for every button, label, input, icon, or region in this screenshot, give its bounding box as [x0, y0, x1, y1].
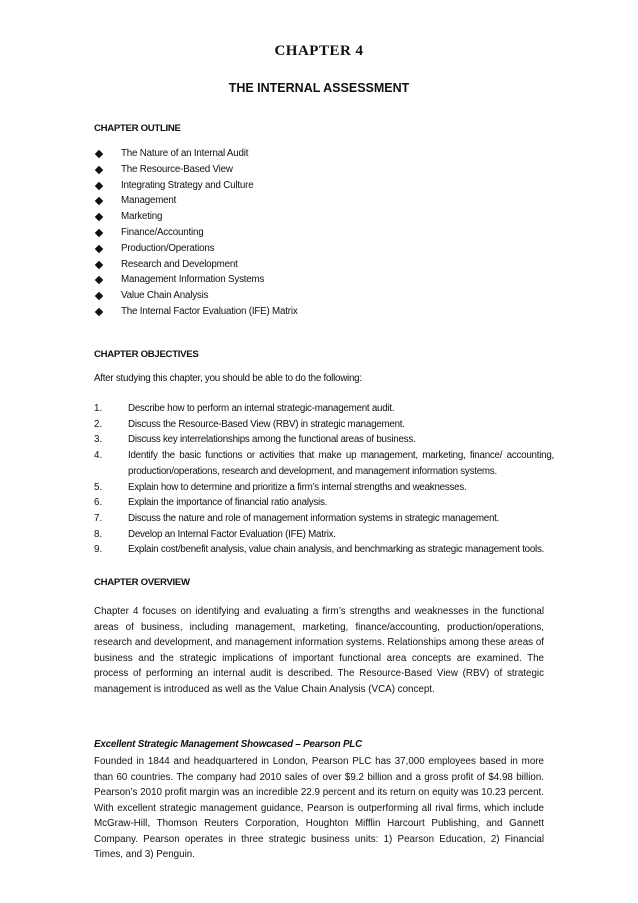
objective-item: [94, 495, 554, 511]
outline-item: [94, 178, 554, 194]
diamond-bullet-icon: [95, 292, 103, 300]
diamond-bullet-icon: [95, 308, 103, 316]
objective-item: [94, 432, 554, 448]
diamond-bullet-icon: [95, 276, 103, 284]
objective-text: Explain how to determine and prioritize a firm’s internal strengths and weaknesses.: [128, 481, 467, 493]
outline-list: [94, 146, 554, 320]
objective-text: Identify the basic functions or activities that make up management, marketing, finance/ accounting, production/operations, research and development, and management information systems.: [128, 450, 554, 477]
outline-item: [94, 162, 554, 178]
overview-paragraph: Chapter 4 focuses on identifying and evaluating a firm’s strengths and weaknesses in the functional areas of business, including management, marketing, finance/accounting, production/operations, research and development, and management information systems. Relationships among these areas of business and the strategic implications of important functional area concepts are examined. The process of performing an internal audit is described. The Resource-Based View (RBV) of strategic management is introduced as well as the Value Chain Analysis (VCA) concept.: [94, 606, 544, 695]
showcase-paragraph: Founded in 1844 and headquartered in London, Pearson PLC has 37,000 employees based in more than 60 countries. The company had 2010 sales of over $9.2 billion and a gross profit of $4.98 billion. Pearson’s 2010 profit margin was an incredible 22.9 percent and its return on equity was 10.23 percent. With excellent strategic management guidance, Pearson is outperforming all rival firms, which include McGraw-Hill, Thomson Reuters Corporation, Houghton Mifflin Harcourt Publishing, and Gannett Company. Pearson operates in three strategic business units: 1) Pearson Education, 2) Financial Times, and 3) Penguin.: [94, 756, 544, 860]
diamond-bullet-icon: [95, 150, 103, 158]
outline-item-label: The Resource-Based View: [121, 163, 233, 175]
outline-item-label: The Internal Factor Evaluation (IFE) Matrix: [121, 305, 298, 317]
outline-item-label: Finance/Accounting: [121, 226, 204, 238]
diamond-bullet-icon: [95, 245, 103, 253]
outline-item-label: Value Chain Analysis: [121, 290, 209, 302]
outline-item-label: Production/Operations: [121, 242, 215, 254]
objective-text: Develop an Internal Factor Evaluation (IFE) Matrix.: [128, 528, 336, 540]
objective-number: 7.: [94, 512, 103, 524]
objective-text: Discuss the Resource-Based View (RBV) in strategic management.: [128, 418, 405, 430]
outline-item-label: Management Information Systems: [121, 274, 265, 286]
outline-item: [94, 209, 554, 225]
objectives-list: [94, 401, 554, 558]
diamond-bullet-icon: [95, 213, 103, 221]
objective-text: Discuss key interrelationships among the functional areas of business.: [128, 434, 416, 446]
objective-text: Describe how to perform an internal strategic-management audit.: [128, 403, 395, 414]
objective-item: [94, 401, 554, 417]
objective-item: [94, 527, 554, 543]
showcase-title: Excellent Strategic Management Showcased – Pearson PLC: [94, 739, 362, 750]
outline-heading: CHAPTER OUTLINE: [94, 123, 181, 134]
diamond-bullet-icon: [95, 229, 103, 237]
objective-number: 4.: [94, 450, 103, 462]
overview-heading: CHAPTER OVERVIEW: [94, 577, 190, 588]
outline-item: [94, 146, 554, 162]
objective-number: 6.: [94, 497, 103, 509]
diamond-bullet-icon: [95, 166, 103, 174]
objective-item: [94, 511, 554, 527]
objective-text: Explain cost/benefit analysis, value chain analysis, and benchmarking as strategic management tools.: [128, 544, 545, 556]
outline-item-label: Research and Development: [121, 258, 238, 270]
objective-item: [94, 480, 554, 496]
outline-item: [94, 288, 554, 304]
outline-item-label: Management: [121, 195, 177, 207]
outline-item: [94, 241, 554, 257]
outline-item-label: Integrating Strategy and Culture: [121, 179, 254, 191]
outline-item-label: Marketing: [121, 211, 163, 223]
objectives-heading: CHAPTER OBJECTIVES: [94, 349, 199, 360]
outline-item: [94, 257, 554, 273]
outline-item: [94, 193, 554, 209]
diamond-bullet-icon: [95, 181, 103, 189]
outline-item: [94, 225, 554, 241]
objective-number: 5.: [94, 481, 103, 493]
objective-number: 8.: [94, 528, 103, 540]
outline-item: [94, 272, 554, 288]
outline-item: [94, 304, 554, 320]
chapter-title: THE INTERNAL ASSESSMENT: [228, 81, 410, 95]
objective-item: [94, 542, 554, 558]
objective-number: 1.: [94, 403, 103, 414]
objective-item: [94, 417, 554, 433]
objective-number: 2.: [94, 418, 103, 430]
chapter-number: CHAPTER 4: [274, 43, 364, 59]
objective-number: 3.: [94, 434, 103, 446]
diamond-bullet-icon: [95, 197, 103, 205]
objective-text: Explain the importance of financial ratio analysis.: [128, 497, 328, 509]
diamond-bullet-icon: [95, 260, 103, 268]
objective-text: Discuss the nature and role of management information systems in strategic management.: [128, 512, 500, 524]
objectives-intro: After studying this chapter, you should be able to do the following:: [94, 373, 362, 384]
objective-number: 9.: [94, 544, 103, 556]
outline-item-label: The Nature of an Internal Audit: [121, 148, 249, 159]
objective-item: [94, 448, 554, 479]
